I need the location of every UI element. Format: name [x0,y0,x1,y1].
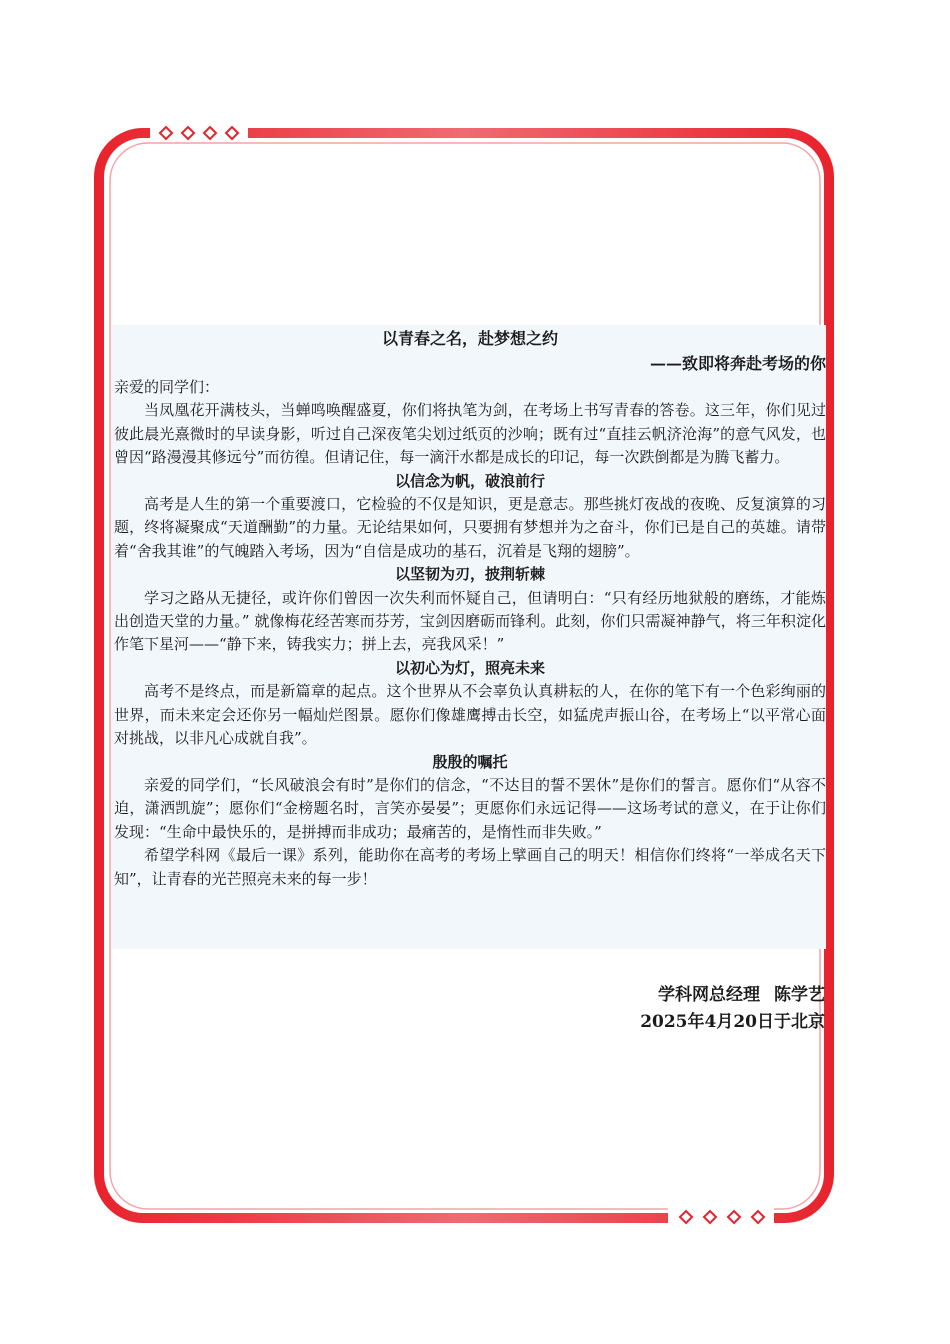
section-heading: 以坚韧为刃，披荆斩棘 [394,565,545,584]
letter-body [114,326,826,891]
signature-line [640,982,825,1009]
letter-greeting: 亲爱的同学们： [114,378,220,396]
section-paragraph: 高考是人生的第一个重要渡口，它检验的不仅是知识，更是意志。那些挑灯夜战的夜晚、反复演算的习题，终将凝聚成“天道酬勤”的力量。无论结果如何，只要拥有梦想并为之奋斗，你们已是自己的英雄。请带着“舍我其谁”的气魄踏入考场，因为“自信是成功的基石，沉着是飞翔的翅膀”。 [114,495,826,560]
signature-name: 陈学艺 [774,985,825,1005]
top-ornament [150,124,248,142]
letter-subtitle: ——致即将奔赴考场的你 [649,354,826,373]
section-heading: 以信念为帆，破浪前行 [394,471,545,490]
section-paragraph: 亲爱的同学们，“长风破浪会有时”是你们的信念，“不达目的誓不罢休”是你们的誓言。愿你们“从容不迫，潇洒凯旋”；愿你们“金榜题名时，言笑亦晏晏”；更愿你们永远记得——这场考试的意义，在于让你们发现：“生命中最快乐的，是拼搏而非成功；最痛苦的，是惰性而非失败。” [114,775,826,841]
section-heading: 殷殷的嘱托 [432,752,508,771]
bottom-ornament [668,1208,774,1226]
intro-paragraph: 当凤凰花开满枝头，当蝉鸣唤醒盛夏，你们将执笔为剑，在考场上书写青春的答卷。这三年，你们见过彼此晨光熹微时的早读身影，听过自己深夜笔尖划过纸页的沙响；既有过“直挂云帆济沧海”的意气风发，也曾因“路漫漫其修远兮”而彷徨。但请记住，每一滴汗水都是成长的印记，每一次跌倒都是为腾飞蓄力。 [114,401,826,467]
signature-title: 学科网总经理 [658,985,760,1005]
section-paragraph: 学习之路从无捷径，或许你们曾因一次失利而怀疑自己，但请明白：“只有经历地狱般的磨练，才能炼出创造天堂的力量。” 就像梅花经苦寒而芬芳，宝剑因磨砺而锋利。此刻，你们只需凝神静气，将三年积淀化作笔下星河——“静下来，铸我实力；拼上去，亮我风采！” [114,588,826,654]
section-heading: 以初心为灯，照亮未来 [394,658,545,677]
signature-block [640,982,825,1036]
section-paragraph: 高考不是终点，而是新篇章的起点。这个世界从不会辜负认真耕耘的人，在你的笔下有一个色彩绚丽的世界，而未来定会还你另一幅灿烂图景。愿你们像雄鹰搏击长空，如猛虎声振山谷，在考场上“以平常心面对挑战，以非凡心成就自我”。 [114,682,826,748]
closing-paragraph: 希望学科网《最后一课》系列，能助你在高考的考场上擘画自己的明天！相信你们终将“一举成名天下知”，让青春的光芒照亮未来的每一步！ [114,846,826,888]
letter-title: 以青春之名，赴梦想之约 [381,329,558,348]
signature-date: 2025年4月20日于北京 [640,1012,825,1032]
